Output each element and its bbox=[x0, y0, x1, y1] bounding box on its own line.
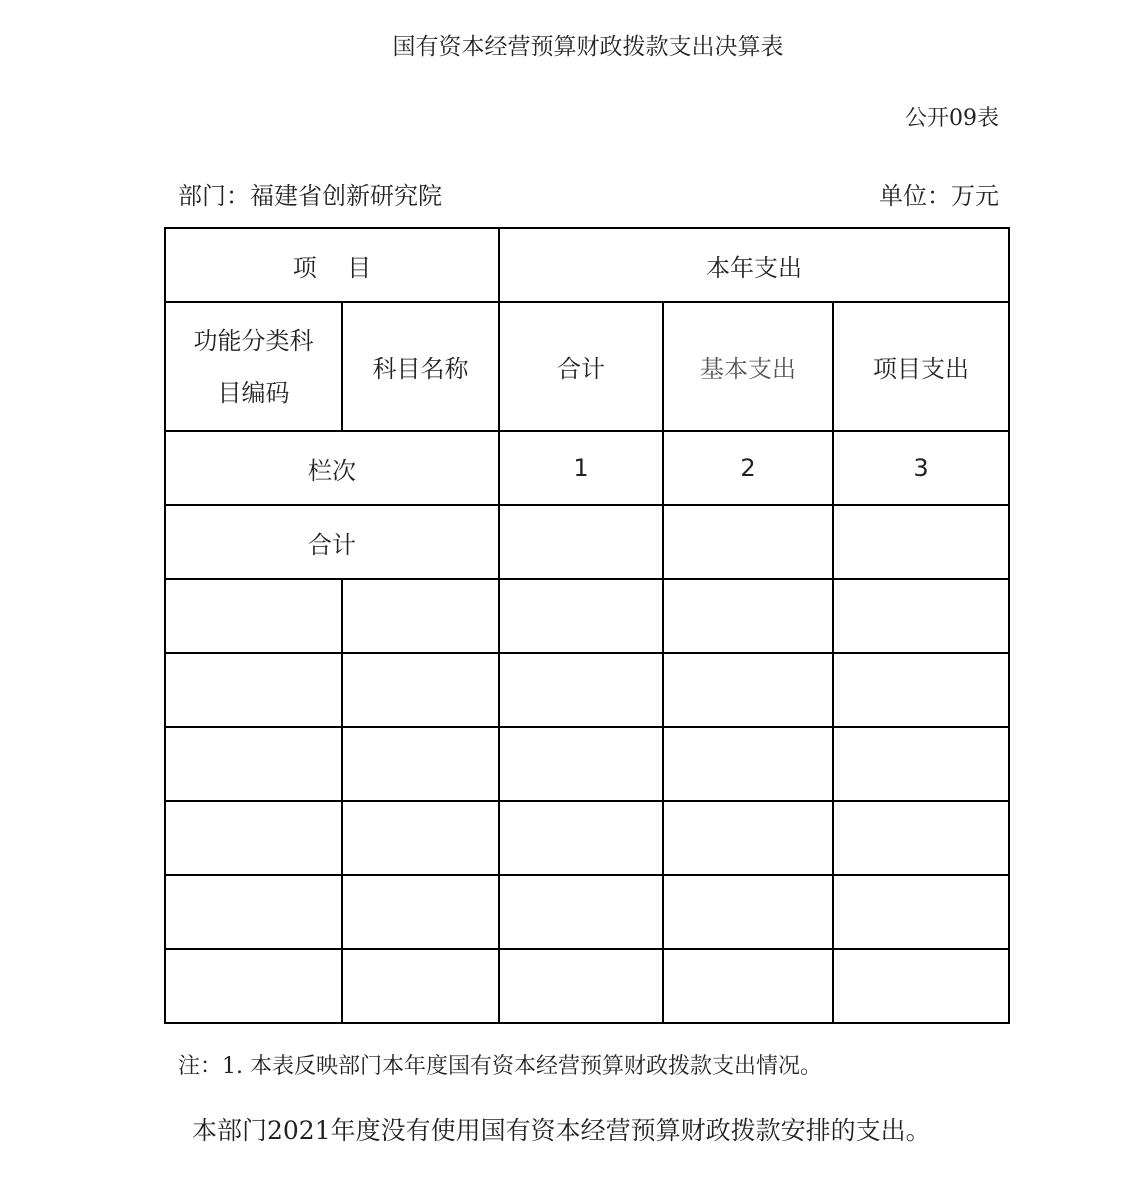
statement-text: 本部门2021年度没有使用国有资本经营预算财政拨款安排的支出。 bbox=[192, 1116, 931, 1145]
table-cell bbox=[833, 875, 1009, 949]
table-row bbox=[165, 949, 1009, 1023]
page-title: 国有资本经营预算财政拨款支出决算表 bbox=[392, 34, 784, 60]
basic-value-cell bbox=[663, 505, 833, 579]
row-column-no-label: 栏次 bbox=[165, 431, 499, 505]
table-cell bbox=[663, 727, 833, 801]
table-cell bbox=[342, 801, 499, 875]
col-no-3: 3 bbox=[833, 431, 1009, 505]
table-cell bbox=[342, 727, 499, 801]
department-label: 部门：福建省创新研究院 bbox=[178, 182, 442, 210]
table-cell bbox=[499, 653, 663, 727]
table-cell bbox=[165, 653, 342, 727]
table-row bbox=[165, 801, 1009, 875]
table-cell bbox=[499, 727, 663, 801]
table-cell bbox=[663, 875, 833, 949]
col-total-header: 合计 bbox=[499, 302, 663, 431]
table-cell bbox=[342, 875, 499, 949]
col-basic-header: 基本支出 bbox=[663, 302, 833, 431]
footnote: 注：1. 本表反映部门本年度国有资本经营预算财政拨款支出情况。 bbox=[178, 1054, 822, 1079]
table-row bbox=[165, 579, 1009, 653]
table-cell bbox=[165, 727, 342, 801]
col-project-header: 项目支出 bbox=[833, 302, 1009, 431]
table-cell bbox=[663, 579, 833, 653]
col-code-header bbox=[165, 302, 342, 431]
table-cell bbox=[663, 801, 833, 875]
table-row bbox=[165, 875, 1009, 949]
table-cell bbox=[165, 949, 342, 1023]
table-cell bbox=[833, 579, 1009, 653]
table-cell bbox=[663, 653, 833, 727]
budget-table bbox=[164, 227, 1010, 1024]
table-cell bbox=[165, 875, 342, 949]
col-code-header-text: 功能分类科目编码 bbox=[193, 326, 314, 407]
table-cell bbox=[342, 653, 499, 727]
table-cell bbox=[342, 579, 499, 653]
row-total-label: 合计 bbox=[165, 505, 499, 579]
table-cell bbox=[499, 801, 663, 875]
col-no-2: 2 bbox=[663, 431, 833, 505]
col-name-header: 科目名称 bbox=[342, 302, 499, 431]
table-code: 公开09表 bbox=[905, 106, 999, 131]
header-item-cell: 项 目 bbox=[165, 228, 499, 302]
total-value-cell bbox=[499, 505, 663, 579]
table-cell bbox=[833, 653, 1009, 727]
table-cell bbox=[342, 949, 499, 1023]
table-cell bbox=[165, 579, 342, 653]
col-no-1: 1 bbox=[499, 431, 663, 505]
project-value-cell bbox=[833, 505, 1009, 579]
header-current-year-cell: 本年支出 bbox=[499, 228, 1009, 302]
table-cell bbox=[499, 579, 663, 653]
table-row bbox=[165, 727, 1009, 801]
table-cell bbox=[499, 949, 663, 1023]
table-cell bbox=[833, 801, 1009, 875]
table-cell bbox=[833, 727, 1009, 801]
unit-label: 单位：万元 bbox=[879, 182, 999, 210]
table-cell bbox=[165, 801, 342, 875]
table-cell bbox=[663, 949, 833, 1023]
table-cell bbox=[499, 875, 663, 949]
table-row bbox=[165, 653, 1009, 727]
table-cell bbox=[833, 949, 1009, 1023]
